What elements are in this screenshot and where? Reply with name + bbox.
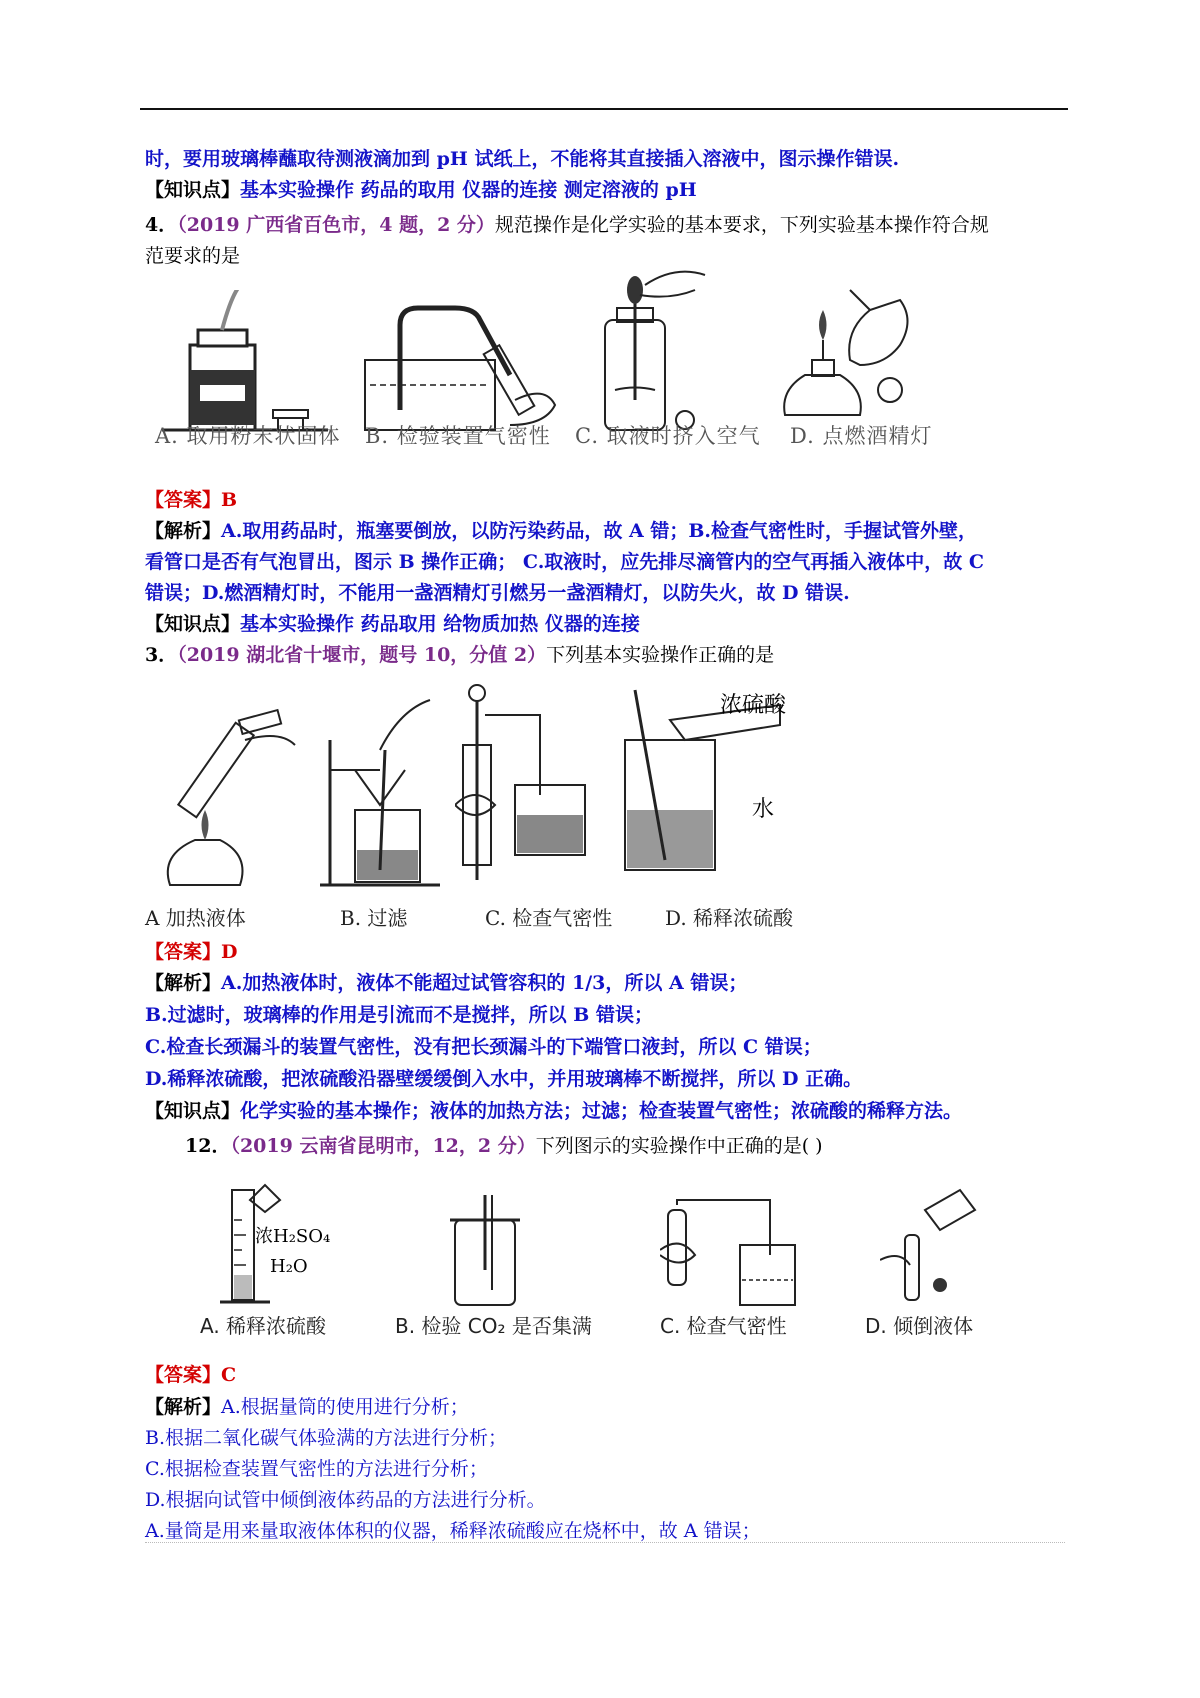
q12-analysis-5: A.量筒是用来量取液体体积的仪器，稀释浓硫酸应在烧杯中，故 A 错误；	[145, 1520, 761, 1542]
answer-value: B	[221, 489, 238, 511]
q12-source: （2019 云南省昆明市，12，2 分）	[230, 1135, 536, 1157]
q12-stem-text: 下列图示的实验操作中正确的是( )	[535, 1135, 823, 1157]
knowledge-text: 基本实验操作 药品取用 给物质加热 仪器的连接	[240, 613, 640, 635]
q4-stem-line2: 范要求的是	[145, 245, 241, 267]
q3-figure-a	[150, 690, 300, 890]
q3-figure-c	[455, 675, 595, 890]
q4-knowledge	[145, 609, 640, 639]
q12-answer	[145, 1360, 236, 1390]
analysis-label: 【解析】	[145, 972, 222, 994]
knowledge-label: 【知识点】	[145, 1100, 241, 1122]
intro-line: 时，要用玻璃棒蘸取待测液滴加到 pH 试纸上，不能将其直接插入溶液中，图示操作错误.	[145, 148, 900, 170]
answer-label: 【答案】	[145, 1364, 222, 1386]
q12-caption-b: B. 检验 CO₂ 是否集满	[395, 1314, 592, 1338]
q4-caption-b: B. 检验装置气密性	[365, 424, 551, 448]
q3-caption-b: B. 过滤	[340, 906, 408, 930]
q3-knowledge	[145, 1096, 962, 1126]
q4-figure-d	[770, 270, 920, 430]
q3-caption-a: A 加热液体	[145, 906, 246, 930]
q12-caption-a: A. 稀释浓硫酸	[200, 1314, 327, 1338]
q3-figure-b	[310, 680, 450, 890]
q4-caption-c: C. 取液时挤入空气	[575, 424, 761, 448]
footer-rule	[145, 1542, 1065, 1543]
q12-label-acid: 浓H₂SO₄	[255, 1226, 331, 1247]
q4-stem-line1: 规范操作是化学实验的基本要求，下列实验基本操作符合规	[494, 214, 989, 236]
q3-stem-text: 下列基本实验操作正确的是	[546, 644, 775, 666]
q4-caption-d: D. 点燃酒精灯	[790, 424, 933, 448]
q4-number: 4．	[145, 214, 178, 236]
analysis-label: 【解析】	[145, 520, 222, 542]
q12-analysis-1: 【解析】A.根据量筒的使用进行分析；	[145, 1396, 469, 1418]
q4-figure-a	[160, 290, 330, 440]
q12-analysis-4: D.根据向试管中倾倒液体药品的方法进行分析。	[145, 1489, 546, 1511]
q12-analysis-3: C.根据检查装置气密性的方法进行分析；	[145, 1458, 488, 1480]
q4-analysis-1: 【解析】A.取用药品时，瓶塞要倒放，以防污染药品，故 A 错；B.检查气密性时，手握试管外壁，	[145, 520, 978, 542]
q4-analysis-3: 错误；D.燃酒精灯时，不能用一盏酒精灯引燃另一盏酒精灯，以防失火，故 D 错误.	[145, 582, 850, 604]
q4-stem	[145, 210, 989, 240]
q3-answer	[145, 937, 238, 967]
knowledge-text: 基本实验操作 药品的取用 仪器的连接 测定溶液的 pH	[240, 179, 697, 201]
q12-number: 12．	[185, 1135, 231, 1157]
answer-value: C	[221, 1364, 237, 1386]
answer-label: 【答案】	[145, 941, 222, 963]
q3-caption-d: D. 稀释浓硫酸	[665, 906, 794, 930]
q3-number: 3．	[145, 644, 178, 666]
q12-caption-c: C. 检查气密性	[660, 1314, 787, 1338]
knowledge-label: 【知识点】	[145, 179, 241, 201]
q12-label-water: H₂O	[270, 1256, 308, 1277]
q4-figure-c	[585, 260, 715, 440]
q4-figure-b	[360, 290, 560, 440]
q3-label-water: 水	[752, 797, 775, 822]
q3-source: （2019 湖北省十堰市，题号 10，分值 2）	[177, 644, 547, 666]
q3-analysis-1: 【解析】A.加热液体时，液体不能超过试管容积的 1/3，所以 A 错误；	[145, 972, 748, 994]
q12-caption-d: D. 倾倒液体	[865, 1314, 974, 1338]
answer-label: 【答案】	[145, 489, 222, 511]
analysis-label: 【解析】	[145, 1396, 222, 1418]
q3-analysis-4: D.稀释浓硫酸，把浓硫酸沿器壁缓缓倒入水中，并用玻璃棒不断搅拌，所以 D 正确。	[145, 1068, 863, 1090]
q3-label-acid: 浓硫酸	[720, 693, 787, 718]
knowledge-text: 化学实验的基本操作；液体的加热方法；过滤；检查装置气密性；浓硫酸的稀释方法。	[240, 1100, 963, 1122]
q12-analysis-2: B.根据二氧化碳气体验满的方法进行分析；	[145, 1427, 508, 1449]
knowledge-label: 【知识点】	[145, 613, 241, 635]
q12-stem	[185, 1131, 823, 1161]
intro-knowledge	[145, 175, 697, 205]
q4-analysis-2: 看管口是否有气泡冒出，图示 B 操作正确； C.取液时，应先排尽滴管内的空气再插入液体中，故 C	[145, 551, 985, 573]
q4-source: （2019 广西省百色市，4 题，2 分）	[177, 214, 495, 236]
q12-figure-c	[660, 1195, 800, 1310]
q12-figure-b	[440, 1190, 530, 1310]
q4-answer	[145, 485, 237, 515]
answer-value: D	[221, 941, 238, 963]
q3-analysis-3: C.检查长颈漏斗的装置气密性，没有把长颈漏斗的下端管口液封，所以 C 错误；	[145, 1036, 822, 1058]
q3-analysis-2: B.过滤时，玻璃棒的作用是引流而不是搅拌，所以 B 错误；	[145, 1004, 653, 1026]
q3-stem	[145, 640, 774, 670]
q4-caption-a: A. 取用粉末状固体	[155, 424, 341, 448]
q12-figure-d	[880, 1180, 980, 1305]
q3-caption-c: C. 检查气密性	[485, 906, 613, 930]
header-rule	[140, 108, 1068, 110]
